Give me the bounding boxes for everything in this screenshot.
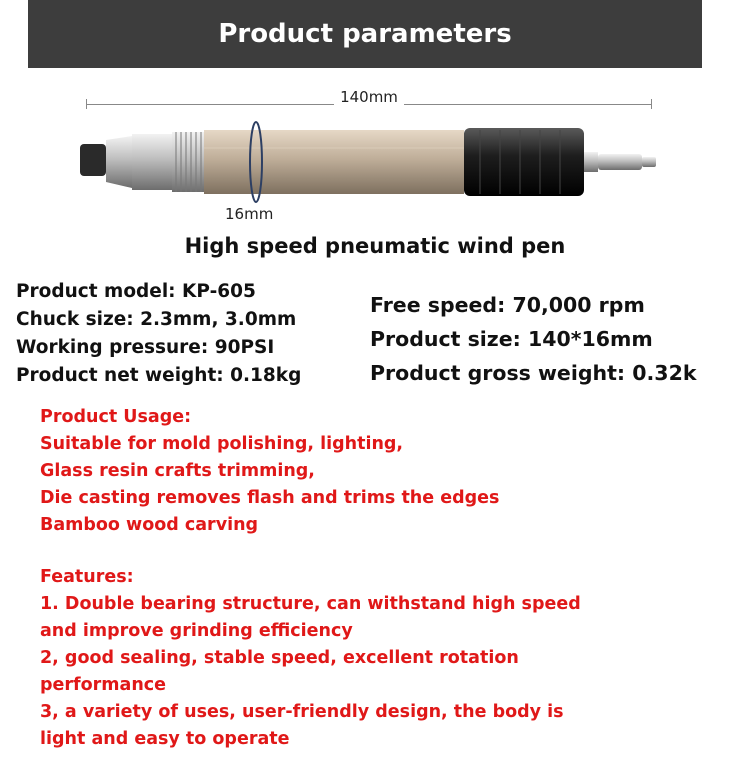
spec-model: Product model: KP-605 — [16, 281, 256, 302]
spec-free-speed: Free speed: 70,000 rpm — [370, 293, 645, 317]
usage-item: Die casting removes flash and trims the edges — [40, 488, 500, 508]
usage-item: Suitable for mold polishing, lighting, — [40, 434, 404, 454]
spec-gross-weight: Product gross weight: 0.32k — [370, 361, 697, 385]
diameter-label: 16mm — [225, 205, 274, 223]
spec-list-left — [16, 278, 301, 390]
features-section — [40, 564, 581, 753]
features-heading: Features: — [40, 567, 134, 587]
spec-list-right — [370, 288, 696, 390]
spec-product-size: Product size: 140*16mm — [370, 327, 653, 351]
pneumatic-pen-icon — [70, 118, 670, 208]
feature-line: 1. Double bearing structure, can withstand high speed — [40, 594, 581, 614]
usage-section — [40, 404, 499, 539]
feature-line: light and easy to operate — [40, 729, 290, 749]
usage-heading: Product Usage: — [40, 407, 192, 427]
spec-chuck-size: Chuck size: 2.3mm, 3.0mm — [16, 309, 297, 330]
feature-line: 2, good sealing, stable speed, excellent rotation — [40, 648, 519, 668]
usage-item: Glass resin crafts trimming, — [40, 461, 315, 481]
header-banner — [28, 0, 702, 68]
page-title: Product parameters — [218, 19, 512, 49]
feature-line: 3, a variety of uses, user-friendly design, the body is — [40, 702, 564, 722]
feature-line: performance — [40, 675, 167, 695]
usage-item: Bamboo wood carving — [40, 515, 259, 535]
spec-net-weight: Product net weight: 0.18kg — [16, 365, 302, 386]
length-dimension — [86, 88, 652, 116]
feature-line: and improve grinding efficiency — [40, 621, 353, 641]
length-label: 140mm — [334, 88, 404, 106]
spec-working-pressure: Working pressure: 90PSI — [16, 337, 275, 358]
product-name: High speed pneumatic wind pen — [184, 234, 566, 258]
